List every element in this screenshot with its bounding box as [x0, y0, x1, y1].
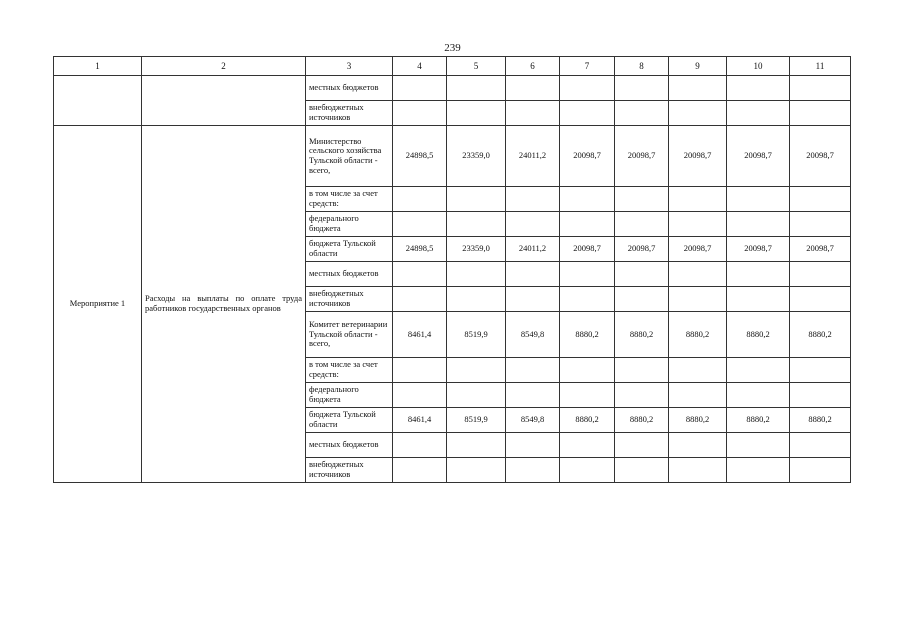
column-header: 6 — [506, 57, 560, 76]
empty-cell — [506, 358, 560, 383]
empty-cell — [393, 433, 447, 458]
column-header: 5 — [447, 57, 506, 76]
event-description-cell: Расходы на выплаты по оплате труда работников государственных органов — [142, 126, 306, 483]
empty-cell — [142, 76, 306, 126]
empty-cell — [506, 76, 560, 101]
value-cell: 8880,2 — [615, 312, 669, 358]
value-cell: 20098,7 — [790, 126, 851, 187]
empty-cell — [560, 101, 615, 126]
value-cell: 8880,2 — [560, 312, 615, 358]
empty-cell — [447, 433, 506, 458]
empty-cell — [669, 383, 727, 408]
value-cell: 20098,7 — [615, 126, 669, 187]
empty-cell — [393, 287, 447, 312]
category-cell: местных бюджетов — [306, 262, 393, 287]
value-cell: 20098,7 — [790, 237, 851, 262]
value-cell: 23359,0 — [447, 237, 506, 262]
value-cell: 20098,7 — [727, 237, 790, 262]
empty-cell — [615, 358, 669, 383]
value-cell: 8461,4 — [393, 312, 447, 358]
value-cell: 8549,8 — [506, 408, 560, 433]
empty-cell — [560, 262, 615, 287]
empty-cell — [506, 458, 560, 483]
value-cell: 8880,2 — [790, 312, 851, 358]
table-row — [54, 126, 851, 187]
empty-cell — [447, 212, 506, 237]
empty-cell — [669, 287, 727, 312]
column-header: 2 — [142, 57, 306, 76]
empty-cell — [615, 433, 669, 458]
empty-cell — [560, 458, 615, 483]
empty-cell — [393, 458, 447, 483]
empty-cell — [790, 187, 851, 212]
page-number: 239 — [444, 42, 461, 54]
empty-cell — [506, 287, 560, 312]
empty-cell — [615, 76, 669, 101]
value-cell: 8880,2 — [669, 408, 727, 433]
column-header: 7 — [560, 57, 615, 76]
column-header: 10 — [727, 57, 790, 76]
empty-cell — [447, 76, 506, 101]
empty-cell — [669, 101, 727, 126]
empty-cell — [669, 433, 727, 458]
empty-cell — [560, 187, 615, 212]
empty-cell — [727, 433, 790, 458]
empty-cell — [560, 383, 615, 408]
empty-cell — [669, 76, 727, 101]
empty-cell — [727, 101, 790, 126]
value-cell: 8519,9 — [447, 408, 506, 433]
empty-cell — [790, 458, 851, 483]
empty-cell — [790, 212, 851, 237]
empty-cell — [615, 383, 669, 408]
empty-cell — [447, 101, 506, 126]
empty-cell — [727, 358, 790, 383]
empty-cell — [790, 358, 851, 383]
value-cell: 8880,2 — [669, 312, 727, 358]
empty-cell — [506, 212, 560, 237]
budget-table — [53, 56, 851, 483]
empty-cell — [727, 76, 790, 101]
category-cell: федерального бюджета — [306, 212, 393, 237]
column-header: 4 — [393, 57, 447, 76]
empty-cell — [669, 212, 727, 237]
empty-cell — [790, 433, 851, 458]
value-cell: 8880,2 — [560, 408, 615, 433]
empty-cell — [506, 383, 560, 408]
empty-cell — [790, 101, 851, 126]
empty-cell — [727, 212, 790, 237]
empty-cell — [669, 458, 727, 483]
empty-cell — [447, 458, 506, 483]
category-cell: в том числе за счет средств: — [306, 358, 393, 383]
category-cell: внебюджетных источников — [306, 287, 393, 312]
column-header: 1 — [54, 57, 142, 76]
empty-cell — [506, 262, 560, 287]
empty-cell — [393, 383, 447, 408]
value-cell: 20098,7 — [560, 237, 615, 262]
empty-cell — [615, 287, 669, 312]
empty-cell — [447, 383, 506, 408]
column-header: 8 — [615, 57, 669, 76]
category-cell: внебюджетных источников — [306, 458, 393, 483]
column-header: 11 — [790, 57, 851, 76]
category-cell: федерального бюджета — [306, 383, 393, 408]
category-cell: местных бюджетов — [306, 433, 393, 458]
empty-cell — [560, 212, 615, 237]
empty-cell — [393, 212, 447, 237]
empty-cell — [727, 287, 790, 312]
category-cell: Комитет ветеринарии Тульской области - всего, — [306, 312, 393, 358]
value-cell: 8519,9 — [447, 312, 506, 358]
value-cell: 8461,4 — [393, 408, 447, 433]
empty-cell — [506, 433, 560, 458]
header-row — [54, 57, 851, 76]
empty-cell — [560, 287, 615, 312]
empty-cell — [506, 187, 560, 212]
empty-cell — [727, 458, 790, 483]
empty-cell — [615, 212, 669, 237]
empty-cell — [615, 101, 669, 126]
empty-cell — [669, 358, 727, 383]
empty-cell — [447, 187, 506, 212]
value-cell: 8549,8 — [506, 312, 560, 358]
category-cell: в том числе за счет средств: — [306, 187, 393, 212]
category-cell: внебюджетных источников — [306, 101, 393, 126]
empty-cell — [790, 76, 851, 101]
value-cell: 24898,5 — [393, 237, 447, 262]
empty-cell — [393, 187, 447, 212]
empty-cell — [393, 76, 447, 101]
column-header: 9 — [669, 57, 727, 76]
empty-cell — [506, 101, 560, 126]
value-cell: 20098,7 — [560, 126, 615, 187]
empty-cell — [393, 358, 447, 383]
empty-cell — [560, 433, 615, 458]
empty-cell — [790, 383, 851, 408]
value-cell: 20098,7 — [615, 237, 669, 262]
category-cell: бюджета Тульской области — [306, 237, 393, 262]
empty-cell — [447, 287, 506, 312]
empty-cell — [615, 187, 669, 212]
empty-cell — [669, 262, 727, 287]
empty-cell — [727, 187, 790, 212]
empty-cell — [615, 458, 669, 483]
empty-cell — [560, 76, 615, 101]
empty-cell — [560, 358, 615, 383]
empty-cell — [54, 76, 142, 126]
empty-cell — [393, 101, 447, 126]
empty-cell — [669, 187, 727, 212]
value-cell: 8880,2 — [790, 408, 851, 433]
value-cell: 24011,2 — [506, 126, 560, 187]
value-cell: 24011,2 — [506, 237, 560, 262]
empty-cell — [727, 262, 790, 287]
empty-cell — [447, 358, 506, 383]
category-cell: местных бюджетов — [306, 76, 393, 101]
empty-cell — [790, 262, 851, 287]
empty-cell — [615, 262, 669, 287]
column-header: 3 — [306, 57, 393, 76]
value-cell: 8880,2 — [615, 408, 669, 433]
value-cell: 24898,5 — [393, 126, 447, 187]
category-cell: Министерство сельского хозяйства Тульской области - всего, — [306, 126, 393, 187]
table-row — [54, 76, 851, 101]
empty-cell — [727, 383, 790, 408]
empty-cell — [447, 262, 506, 287]
value-cell: 23359,0 — [447, 126, 506, 187]
empty-cell — [393, 262, 447, 287]
value-cell: 20098,7 — [669, 126, 727, 187]
value-cell: 8880,2 — [727, 312, 790, 358]
empty-cell — [790, 287, 851, 312]
value-cell: 20098,7 — [669, 237, 727, 262]
value-cell: 8880,2 — [727, 408, 790, 433]
value-cell: 20098,7 — [727, 126, 790, 187]
category-cell: бюджета Тульской области — [306, 408, 393, 433]
event-name-cell: Мероприятие 1 — [54, 126, 142, 483]
